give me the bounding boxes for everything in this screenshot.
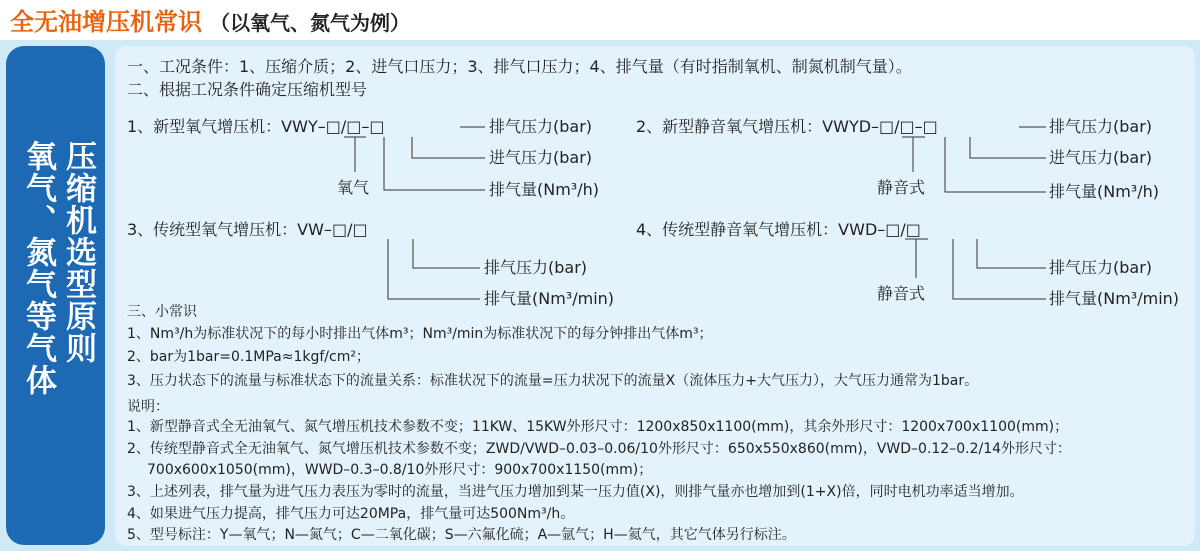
tip-item: 2、bar为1bar=0.1MPa≈1kgf/cm²；	[127, 349, 370, 365]
sidebar-col-2: 氧气、氮气等气体	[20, 140, 56, 396]
m3-line-flow	[388, 239, 480, 299]
title-main: 全无油增压机常识	[10, 8, 202, 36]
m3-line-out	[413, 239, 480, 268]
m2-line-in	[970, 137, 1046, 158]
m4-line-out	[977, 239, 1046, 268]
selection-heading: 二、根据工况条件确定压缩机型号	[127, 80, 368, 99]
m1-line-in	[412, 137, 485, 158]
model-3-flow: 排气量(Nm³/min)	[484, 289, 615, 308]
note-item-continued: 700x600x1050(mm)，WWD–0.3–0.8/10外形尺寸：900x700x1150(mm)；	[147, 462, 653, 478]
m2-bracket-medium	[902, 137, 925, 172]
note-item: 5、型号标注：Y—氧气；N—氮气；C—二氧化碳；S—六氟化硫；A—氩气；H—氦气，其它气体另行标注。	[127, 527, 796, 543]
model-2-medium: 静音式	[877, 178, 926, 197]
model-4-title: 4、传统型静音氧气增压机：VWD–□/□	[636, 220, 921, 239]
m4-bracket-medium	[905, 239, 928, 278]
conditions-line: 一、工况条件：1、压缩介质；2、进气口压力；3、排气口压力；4、排气量（有时指制氧机、制氮机制气量）。	[127, 57, 912, 76]
model-2-in-pressure: 进气压力(bar)	[1049, 148, 1153, 167]
m1-line-flow	[384, 137, 485, 190]
note-item: 2、传统型静音式全无油氧气、氮气增压机技术参数不变；ZWD/VWD–0.03–0.06/10外形尺寸：650x550x860(mm)，VWD–0.12–0.2/14外形尺寸：	[127, 441, 1072, 457]
model-2-out-pressure: 排气压力(bar)	[1049, 117, 1153, 136]
model-3-title: 3、传统型氧气增压机：VW–□/□	[127, 220, 368, 239]
model-1-out-pressure: 排气压力(bar)	[489, 117, 593, 136]
m2-line-flow	[945, 137, 1046, 192]
note-item: 1、新型静音式全无油氧气、氮气增压机技术参数不变；11KW、15KW外形尺寸：1200x850x1100(mm)，其余外形尺寸：1200x700x1100(mm)；	[127, 419, 1069, 435]
sidebar-col-1: 压缩机选型原则	[60, 140, 96, 364]
note-item: 4、如果进气压力提高，排气压力可达20MPa，排气量可达500Nm³/h。	[127, 506, 575, 522]
model-2-flow: 排气量(Nm³/h)	[1049, 182, 1159, 201]
title-sub: （以氧气、氮气为例）	[210, 11, 410, 35]
notes-heading: 说明：	[127, 399, 169, 415]
model-1-flow: 排气量(Nm³/h)	[489, 180, 599, 199]
tip-item: 1、Nm³/h为标准状况下的每小时排出气体m³；Nm³/min为标准状况下的每分钟排出气体m³；	[127, 326, 713, 342]
model-1-medium: 氧气	[337, 178, 370, 197]
model-4-flow: 排气量(Nm³/min)	[1049, 289, 1180, 308]
model-2-title: 2、新型静音氧气增压机：VWYD–□/□–□	[636, 117, 938, 136]
model-4-out-pressure: 排气压力(bar)	[1049, 258, 1153, 277]
note-item: 3、上述列表，排气量为进气压力表压为零时的流量，当进气压力增加到某一压力值(X)，则排气量亦也增加到(1+X)倍，同时电机功率适当增加。	[127, 484, 1024, 500]
model-4-medium: 静音式	[877, 284, 926, 303]
tips-heading: 三、小常识	[127, 304, 197, 320]
tip-item: 3、压力状态下的流量与标准状态下的流量关系：标准状况下的流量=压力状况下的流量X（流体压力+大气压力），大气压力通常为1bar。	[127, 373, 979, 389]
m1-bracket-medium	[344, 137, 366, 172]
model-1-title: 1、新型氧气增压机：VWY–□/□–□	[127, 117, 385, 136]
model-1-in-pressure: 进气压力(bar)	[489, 148, 593, 167]
m4-line-flow	[953, 239, 1046, 299]
model-3-out-pressure: 排气压力(bar)	[484, 258, 588, 277]
